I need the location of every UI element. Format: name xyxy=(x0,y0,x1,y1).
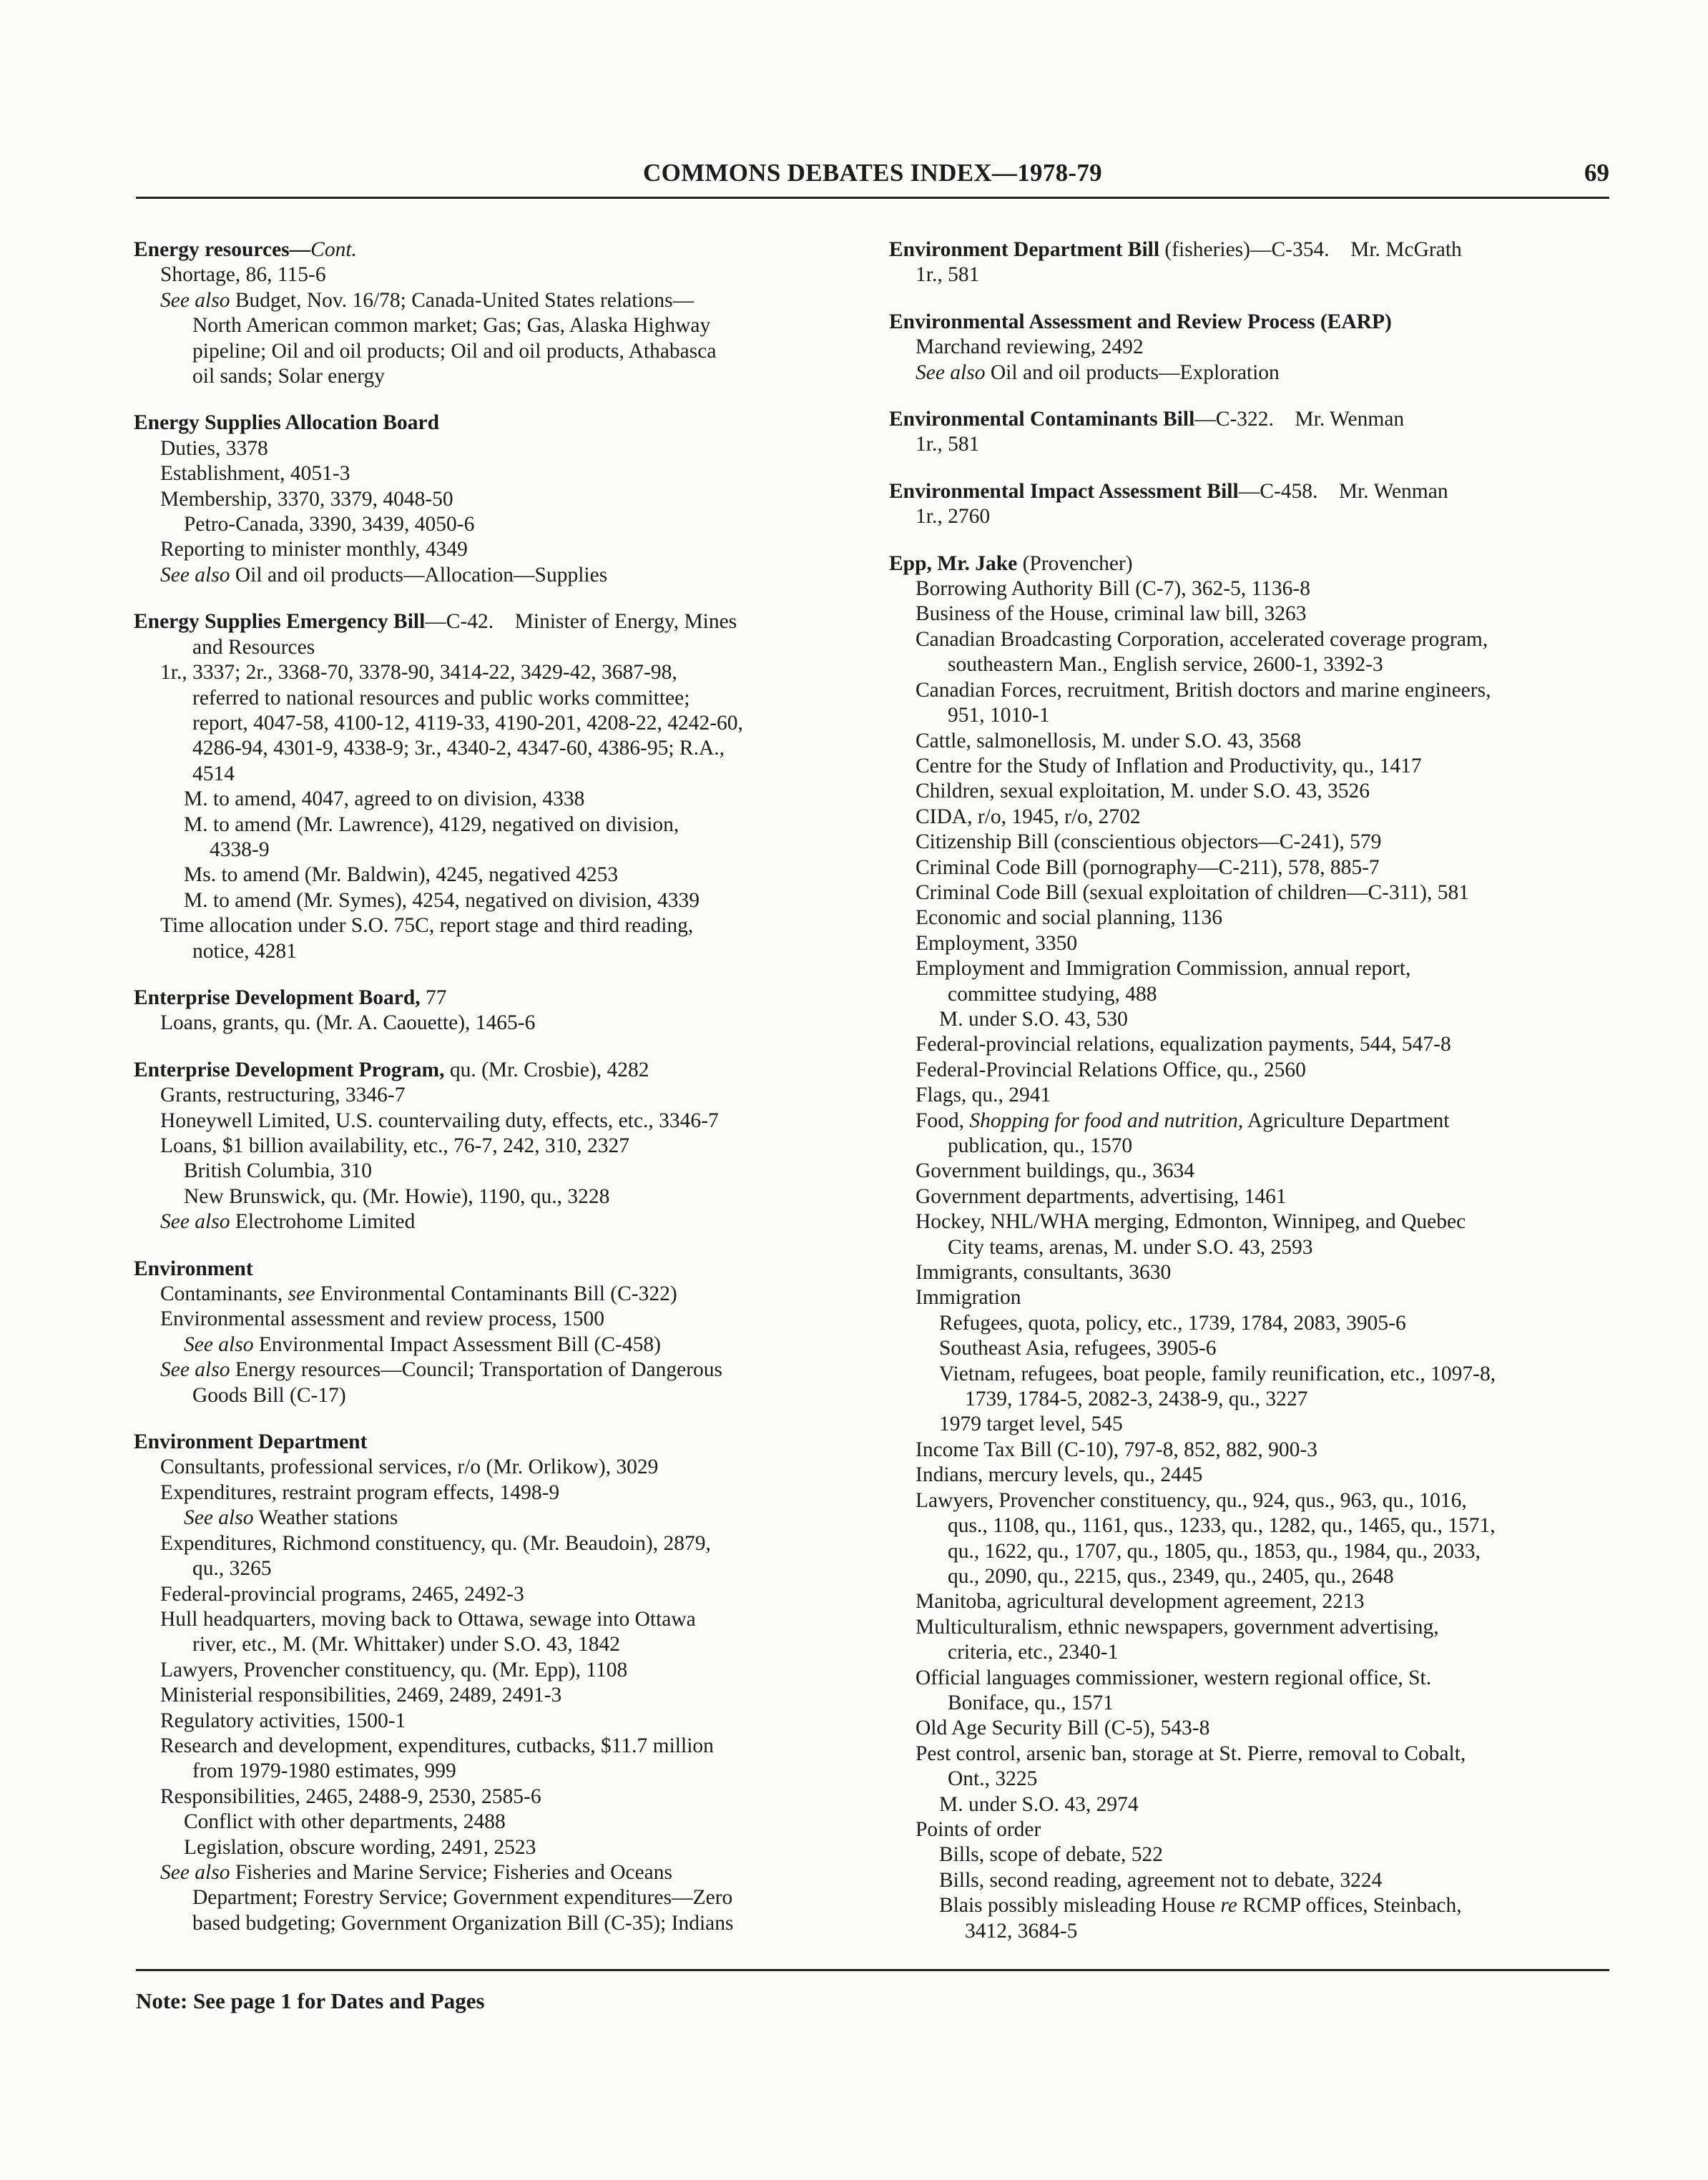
text-segment: Electrohome Limited xyxy=(230,1210,416,1234)
entry-subline xyxy=(134,1134,849,1159)
entry-subline xyxy=(134,888,849,913)
entry-subline xyxy=(134,1709,849,1734)
entry-subline xyxy=(889,335,1611,360)
footer-rule xyxy=(136,1969,1609,1971)
text-segment: Fisheries and Marine Service; Fisheries and Oceans xyxy=(230,1860,673,1884)
entry-subline xyxy=(134,1784,849,1810)
entry-heading xyxy=(889,310,1611,335)
entry-subline xyxy=(134,1556,849,1581)
entry-subline xyxy=(889,779,1611,804)
entry-subline xyxy=(134,686,849,711)
entry-subline xyxy=(889,1640,1611,1665)
text-segment: —C-322. Mr. Wenman xyxy=(1194,408,1405,431)
text-segment: Environmental Contaminants Bill xyxy=(889,408,1195,431)
text-segment: Children, sexual exploitation, M. under S.O. 43, 3526 xyxy=(916,780,1370,803)
entry-subline xyxy=(889,830,1611,855)
entry-subline xyxy=(889,432,1611,457)
entry-subline xyxy=(134,1307,849,1332)
entry-subline xyxy=(134,339,849,364)
text-segment: Official languages commissioner, western regional office, St. xyxy=(916,1666,1432,1689)
entry-subline xyxy=(134,1885,849,1910)
entry-subline xyxy=(889,1463,1611,1488)
entry-subline xyxy=(134,1357,849,1383)
entry-heading xyxy=(134,1257,849,1282)
index-entry xyxy=(134,237,849,389)
entry-subline xyxy=(134,787,849,812)
text-segment: Canadian Broadcasting Corporation, accelerated coverage program, xyxy=(916,627,1488,651)
entry-subline xyxy=(134,1332,849,1357)
index-entry xyxy=(889,237,1611,288)
index-entry xyxy=(889,310,1611,386)
entry-subline xyxy=(134,711,849,736)
text-segment: 951, 1010-1 xyxy=(948,704,1050,727)
entry-subline xyxy=(889,1513,1611,1538)
text-segment: notice, 4281 xyxy=(192,939,297,963)
entry-subline xyxy=(134,1184,849,1209)
text-segment: Environmental assessment and review process, 1500 xyxy=(160,1307,604,1331)
text-segment: qus., 1108, qu., 1161, qus., 1233, qu., 1282, qu., 1465, qu., 1571, xyxy=(948,1514,1496,1538)
text-segment: See also xyxy=(160,1210,230,1234)
text-segment: See also xyxy=(160,1860,230,1884)
entry-subline xyxy=(134,1109,849,1134)
page-header xyxy=(136,159,1609,202)
entry-subline xyxy=(889,1666,1611,1691)
entry-subline xyxy=(134,537,849,562)
text-segment: Shortage, 86, 115-6 xyxy=(160,263,326,287)
text-segment: M. to amend (Mr. Lawrence), 4129, negatived on division, xyxy=(184,812,679,836)
text-segment: Expenditures, Richmond constituency, qu. (Mr. Beaudoin), 2879, xyxy=(160,1531,711,1555)
entry-subline xyxy=(889,504,1611,529)
text-segment: M. to amend, 4047, agreed to on division, 4338 xyxy=(184,787,585,811)
text-segment: Conflict with other departments, 2488 xyxy=(184,1810,506,1834)
entry-subline xyxy=(134,1159,849,1184)
text-segment: Legislation, obscure wording, 2491, 2523 xyxy=(184,1835,536,1859)
text-segment: Duties, 3378 xyxy=(160,436,268,460)
entry-subline xyxy=(889,1438,1611,1463)
text-segment: See also xyxy=(160,563,230,586)
entry-subline xyxy=(134,1455,849,1480)
text-segment: Department; Forestry Service; Government expenditures—Zero xyxy=(192,1886,733,1910)
text-segment: Ministerial responsibilities, 2469, 2489, 2491-3 xyxy=(160,1684,562,1707)
text-segment: Petro-Canada, 3390, 3439, 4050-6 xyxy=(184,513,475,536)
entry-subline xyxy=(889,1842,1611,1867)
entry-subline xyxy=(889,1235,1611,1260)
text-segment: British Columbia, 310 xyxy=(184,1159,373,1183)
entry-subline xyxy=(134,1582,849,1607)
entry-subline xyxy=(134,736,849,761)
text-segment: Cont. xyxy=(310,238,357,261)
text-segment: oil sands; Solar energy xyxy=(192,365,386,388)
entry-subline xyxy=(889,754,1611,779)
text-segment: Flags, qu., 2941 xyxy=(916,1084,1051,1107)
text-segment: southeastern Man., English service, 2600-1, 3392-3 xyxy=(948,653,1383,677)
text-segment: Borrowing Authority Bill (C-7), 362-5, 1136-8 xyxy=(916,577,1311,601)
text-segment: report, 4047-58, 4100-12, 4119-33, 4190-201, 4208-22, 4242-60, xyxy=(192,711,743,735)
entry-subline xyxy=(134,1607,849,1632)
text-segment: Ms. to amend (Mr. Baldwin), 4245, negatived 4253 xyxy=(184,863,619,887)
entry-subline xyxy=(889,1488,1611,1513)
text-segment: RCMP offices, Steinbach, xyxy=(1237,1894,1462,1918)
text-segment: criteria, etc., 2340-1 xyxy=(948,1641,1119,1664)
text-segment: Loans, grants, qu. (Mr. A. Caouette), 1465-6 xyxy=(160,1011,536,1035)
text-segment: — xyxy=(289,238,311,261)
entry-subline xyxy=(889,703,1611,728)
text-segment: See also xyxy=(160,288,230,312)
index-entry xyxy=(889,479,1611,530)
entry-subline xyxy=(134,762,849,787)
text-segment: Federal-provincial relations, equalization payments, 544, 547-8 xyxy=(916,1033,1451,1056)
text-segment: Research and development, expenditures, cutbacks, $11.7 million xyxy=(160,1734,714,1757)
text-segment: Membership, 3370, 3379, 4048-50 xyxy=(160,487,453,511)
text-segment: 77 xyxy=(420,986,447,1009)
text-segment: Pest control, arsenic ban, storage at St. Pierre, removal to Cobalt, xyxy=(916,1742,1466,1765)
text-segment: Goods Bill (C-17) xyxy=(192,1383,346,1407)
entry-subline xyxy=(889,1083,1611,1108)
text-segment: Refugees, quota, policy, etc., 1739, 1784, 2083, 3905-6 xyxy=(939,1311,1406,1335)
index-entry xyxy=(889,551,1611,1944)
entry-subline xyxy=(889,1336,1611,1361)
text-segment: Time allocation under S.O. 75C, report stage and third reading, xyxy=(160,914,694,938)
text-segment: See also xyxy=(916,360,986,384)
text-segment: —C-42. Minister of Energy, Mines xyxy=(425,610,737,634)
text-segment: 1r., 2760 xyxy=(916,505,991,529)
entry-subline xyxy=(134,812,849,838)
text-segment: See also xyxy=(184,1332,254,1356)
text-segment: qu., 2090, qu., 2215, qus., 2349, qu., 2405, qu., 2648 xyxy=(948,1564,1394,1588)
entry-subline xyxy=(889,1134,1611,1159)
entry-subline xyxy=(889,1767,1611,1792)
text-segment: committee studying, 488 xyxy=(948,982,1157,1006)
text-segment: Employment and Immigration Commission, annual report, xyxy=(916,957,1411,981)
entry-subline xyxy=(889,956,1611,981)
entry-subline xyxy=(134,1209,849,1234)
text-segment: Energy Supplies Allocation Board xyxy=(134,411,440,435)
entry-subline xyxy=(889,602,1611,627)
index-entry xyxy=(134,1257,849,1408)
text-segment: 3412, 3684-5 xyxy=(965,1919,1078,1943)
text-segment: Hull headquarters, moving back to Ottawa, sewage into Ottawa xyxy=(160,1607,696,1631)
text-segment: Oil and oil products—Allocation—Supplies xyxy=(230,563,608,586)
text-segment: Energy resources xyxy=(134,238,290,261)
entry-subline xyxy=(889,1868,1611,1893)
entry-subline xyxy=(889,1893,1611,1918)
text-segment: Food, xyxy=(916,1109,970,1132)
text-segment: Enterprise Development Board, xyxy=(134,986,421,1009)
entry-subline xyxy=(889,905,1611,931)
text-segment: 4286-94, 4301-9, 4338-9; 3r., 4340-2, 4347-60, 4386-95; R.A., xyxy=(192,737,725,760)
text-segment: Citizenship Bill (conscientious objectors—C-241), 579 xyxy=(916,830,1382,854)
entry-subline xyxy=(889,1589,1611,1614)
text-segment: Multiculturalism, ethnic newspapers, government advertising, xyxy=(916,1615,1439,1639)
entry-subline xyxy=(889,576,1611,602)
text-segment: Expenditures, restraint program effects, 1498-9 xyxy=(160,1481,560,1504)
text-segment: Economic and social planning, 1136 xyxy=(916,906,1223,930)
text-segment: Centre for the Study of Inflation and Productivity, qu., 1417 xyxy=(916,754,1422,777)
text-segment: Manitoba, agricultural development agreement, 2213 xyxy=(916,1590,1365,1614)
text-segment: Environment Department xyxy=(134,1430,368,1454)
text-segment: 1739, 1784-5, 2082-3, 2438-9, qu., 3227 xyxy=(965,1388,1308,1411)
text-segment: Old Age Security Bill (C-5), 543-8 xyxy=(916,1717,1210,1740)
text-segment: qu. (Mr. Crosbie), 4282 xyxy=(444,1058,649,1081)
entry-heading xyxy=(889,237,1611,262)
entry-subline xyxy=(134,487,849,512)
index-entry xyxy=(134,1430,849,1936)
entry-subline xyxy=(889,1539,1611,1564)
entry-subline xyxy=(889,1058,1611,1083)
text-segment: Environmental Contaminants Bill (C-322) xyxy=(315,1282,677,1306)
entry-heading xyxy=(134,411,849,436)
entry-subline xyxy=(889,805,1611,830)
text-segment: Consultants, professional services, r/o (Mr. Orlikow), 3029 xyxy=(160,1455,659,1479)
text-segment: river, etc., M. (Mr. Whittaker) under S.O. 43, 1842 xyxy=(192,1633,620,1656)
entry-subline xyxy=(889,1032,1611,1057)
text-segment: M. under S.O. 43, 530 xyxy=(939,1007,1128,1031)
entry-subline xyxy=(134,838,849,863)
entry-subline xyxy=(134,313,849,338)
text-segment: See also xyxy=(160,1358,230,1382)
text-segment: qu., 1622, qu., 1707, qu., 1805, qu., 1853, qu., 1984, qu., 2033, xyxy=(948,1539,1481,1563)
entry-subline xyxy=(134,635,849,660)
page-title: COMMONS DEBATES INDEX—1978-79 xyxy=(643,159,1102,187)
entry-subline xyxy=(134,913,849,938)
entry-subline xyxy=(889,1209,1611,1234)
entry-subline xyxy=(889,1285,1611,1310)
text-segment: Canadian Forces, recruitment, British doctors and marine engineers, xyxy=(916,678,1491,702)
entry-subline xyxy=(134,1282,849,1307)
entry-subline xyxy=(134,1481,849,1506)
text-segment: Criminal Code Bill (pornography—C-211), 578, 885-7 xyxy=(916,855,1380,879)
entry-subline xyxy=(889,360,1611,386)
text-segment: publication, qu., 1570 xyxy=(948,1134,1133,1157)
entry-subline xyxy=(889,855,1611,880)
text-segment: North American common market; Gas; Gas, Alaska Highway xyxy=(192,314,711,338)
text-segment: Oil and oil products—Exploration xyxy=(985,360,1280,384)
entry-subline xyxy=(134,1632,849,1657)
entry-subline xyxy=(134,1083,849,1108)
text-segment: (fisheries)—C-354. Mr. McGrath xyxy=(1159,238,1462,261)
index-entry xyxy=(134,609,849,964)
text-segment: Honeywell Limited, U.S. countervailing duty, effects, etc., 3346-7 xyxy=(160,1109,719,1132)
entry-subline xyxy=(889,1716,1611,1741)
entry-subline xyxy=(889,1615,1611,1640)
text-segment: Vietnam, refugees, boat people, family reunification, etc., 1097-8, xyxy=(939,1362,1496,1385)
text-segment: Employment, 3350 xyxy=(916,931,1078,955)
entry-subline xyxy=(134,1658,849,1683)
text-segment: Blais possibly misleading House xyxy=(939,1894,1221,1918)
text-segment: New Brunswick, qu. (Mr. Howie), 1190, qu., 3228 xyxy=(184,1184,610,1208)
text-segment: 4338-9 xyxy=(210,838,270,861)
entry-subline xyxy=(134,461,849,486)
text-segment: Federal-provincial programs, 2465, 2492-3 xyxy=(160,1582,524,1606)
left-column xyxy=(134,237,849,1958)
entry-heading xyxy=(134,237,849,262)
text-segment: Cattle, salmonellosis, M. under S.O. 43, 3568 xyxy=(916,729,1302,752)
entry-subline xyxy=(889,982,1611,1007)
entry-subline xyxy=(889,262,1611,288)
text-segment: Enterprise Development Program, xyxy=(134,1058,445,1081)
entry-subline xyxy=(134,288,849,313)
text-segment: M. to amend (Mr. Symes), 4254, negatived on division, 4339 xyxy=(184,888,700,912)
text-segment: Reporting to minister monthly, 4349 xyxy=(160,538,468,561)
text-segment: Regulatory activities, 1500-1 xyxy=(160,1709,406,1732)
text-segment: Hockey, NHL/WHA merging, Edmonton, Winnipeg, and Quebec xyxy=(916,1210,1466,1234)
entry-heading xyxy=(889,479,1611,504)
text-segment: referred to national resources and public works committee; xyxy=(192,686,690,710)
entry-subline xyxy=(134,1860,849,1885)
text-segment: 1r., 3337; 2r., 3368-70, 3378-90, 3414-22, 3429-42, 3687-98, xyxy=(160,661,677,684)
entry-subline xyxy=(889,1792,1611,1817)
entry-heading xyxy=(134,986,849,1011)
text-segment: Lawyers, Provencher constituency, qu. (Mr. Epp), 1108 xyxy=(160,1658,628,1681)
entry-subline xyxy=(889,1007,1611,1032)
entry-subline xyxy=(134,1531,849,1556)
entry-subline xyxy=(889,729,1611,754)
entry-subline xyxy=(889,1817,1611,1842)
text-segment: See also xyxy=(184,1506,254,1530)
entry-subline xyxy=(134,436,849,461)
text-segment: Epp, Mr. Jake xyxy=(889,551,1018,575)
entry-subline xyxy=(134,1810,849,1835)
text-segment: re xyxy=(1220,1894,1237,1918)
entry-subline xyxy=(889,1564,1611,1589)
text-segment: CIDA, r/o, 1945, r/o, 2702 xyxy=(916,805,1141,828)
text-segment: based budgeting; Government Organization Bill (C-35); Indians xyxy=(192,1911,734,1935)
text-segment: Environmental Impact Assessment Bill xyxy=(889,479,1239,503)
text-segment: Lawyers, Provencher constituency, qu., 924, qus., 963, qu., 1016, xyxy=(916,1488,1467,1512)
entry-subline xyxy=(889,1260,1611,1285)
entry-subline xyxy=(889,678,1611,703)
text-segment: Environment Department Bill xyxy=(889,238,1160,261)
entry-subline xyxy=(134,939,849,964)
text-segment: Criminal Code Bill (sexual exploitation of children—C-311), 581 xyxy=(916,880,1469,904)
text-segment: Shopping for food and nutrition, xyxy=(969,1109,1244,1132)
entry-subline xyxy=(134,1383,849,1408)
entry-subline xyxy=(889,1159,1611,1184)
text-segment: Weather stations xyxy=(253,1506,398,1530)
text-segment: see xyxy=(288,1282,315,1306)
text-segment: Business of the House, criminal law bill, 3263 xyxy=(916,602,1307,626)
page-number: 69 xyxy=(1584,159,1609,187)
text-segment: Grants, restructuring, 3346-7 xyxy=(160,1084,406,1107)
entry-subline xyxy=(134,1759,849,1784)
text-segment: Environment xyxy=(134,1257,253,1280)
entry-subline xyxy=(134,1911,849,1936)
entry-subline xyxy=(889,1691,1611,1716)
text-segment: Loans, $1 billion availability, etc., 76-7, 242, 310, 2327 xyxy=(160,1134,630,1157)
text-segment: Energy Supplies Emergency Bill xyxy=(134,610,426,634)
entry-heading xyxy=(134,1058,849,1083)
text-segment: Ont., 3225 xyxy=(948,1767,1038,1791)
text-segment: 4514 xyxy=(192,762,235,785)
entry-subline xyxy=(134,1734,849,1759)
entry-subline xyxy=(889,1742,1611,1767)
text-segment: City teams, arenas, M. under S.O. 43, 2593 xyxy=(948,1235,1313,1259)
entry-subline xyxy=(889,1311,1611,1336)
entry-subline xyxy=(134,262,849,288)
entry-subline xyxy=(134,364,849,389)
entry-subline xyxy=(134,512,849,537)
entry-subline xyxy=(134,1506,849,1531)
text-segment: Government departments, advertising, 1461 xyxy=(916,1184,1287,1208)
entry-subline xyxy=(134,1683,849,1708)
entry-heading xyxy=(134,1430,849,1455)
text-segment: —C-458. Mr. Wenman xyxy=(1238,479,1448,503)
text-segment: Marchand reviewing, 2492 xyxy=(916,335,1144,359)
text-segment: Immigrants, consultants, 3630 xyxy=(916,1261,1172,1285)
entry-subline xyxy=(889,1184,1611,1209)
index-entry xyxy=(889,407,1611,458)
header-rule xyxy=(136,197,1609,199)
text-segment: 1979 target level, 545 xyxy=(939,1413,1123,1436)
entry-subline xyxy=(889,1109,1611,1134)
text-segment: (Provencher) xyxy=(1017,551,1133,575)
entry-subline xyxy=(889,931,1611,956)
text-segment: Bills, second reading, agreement not to debate, 3224 xyxy=(939,1868,1383,1892)
text-segment: Boniface, qu., 1571 xyxy=(948,1691,1114,1714)
entry-heading xyxy=(889,551,1611,576)
entry-subline xyxy=(134,1835,849,1860)
text-segment: Indians, mercury levels, qu., 2445 xyxy=(916,1463,1203,1487)
entry-subline xyxy=(134,1011,849,1036)
text-segment: Federal-Provincial Relations Office, qu., 2560 xyxy=(916,1058,1306,1081)
entry-subline xyxy=(889,1387,1611,1412)
text-segment: Income Tax Bill (C-10), 797-8, 852, 882, 900-3 xyxy=(916,1438,1317,1461)
index-entry xyxy=(134,1058,849,1235)
index-entry xyxy=(134,986,849,1036)
entry-subline xyxy=(889,880,1611,905)
entry-subline xyxy=(889,627,1611,652)
entry-heading xyxy=(134,609,849,634)
text-segment: Government buildings, qu., 3634 xyxy=(916,1159,1195,1183)
text-segment: from 1979-1980 estimates, 999 xyxy=(192,1759,456,1783)
text-segment: Contaminants, xyxy=(160,1282,288,1306)
text-segment: Establishment, 4051-3 xyxy=(160,462,350,486)
text-segment: Bills, scope of debate, 522 xyxy=(939,1843,1163,1867)
entry-heading xyxy=(889,407,1611,432)
entry-subline xyxy=(134,563,849,588)
text-segment: M. under S.O. 43, 2974 xyxy=(939,1792,1139,1816)
text-segment: Agriculture Department xyxy=(1243,1109,1450,1132)
entry-subline xyxy=(134,863,849,888)
text-segment: Responsibilities, 2465, 2488-9, 2530, 2585-6 xyxy=(160,1784,541,1808)
text-segment: Immigration xyxy=(916,1286,1021,1310)
index-entry xyxy=(134,411,849,588)
text-segment: pipeline; Oil and oil products; Oil and oil products, Athabasca xyxy=(192,339,717,363)
text-segment: Budget, Nov. 16/78; Canada-United States relations— xyxy=(230,288,695,312)
text-segment: 1r., 581 xyxy=(916,433,980,456)
entry-subline xyxy=(889,652,1611,677)
text-segment: Southeast Asia, refugees, 3905-6 xyxy=(939,1337,1217,1360)
text-segment: Points of order xyxy=(916,1817,1041,1841)
entry-subline xyxy=(889,1412,1611,1437)
text-segment: 1r., 581 xyxy=(916,263,980,287)
footer-note: Note: See page 1 for Dates and Pages xyxy=(136,1988,485,2013)
text-segment: Environmental Impact Assessment Bill (C-458) xyxy=(253,1332,661,1356)
text-segment: Environmental Assessment and Review Process (EARP) xyxy=(889,310,1392,333)
entry-subline xyxy=(134,660,849,685)
entry-subline xyxy=(889,1362,1611,1387)
text-segment: qu., 3265 xyxy=(192,1557,272,1581)
text-segment: and Resources xyxy=(192,635,315,659)
text-segment: Energy resources—Council; Transportation of Dangerous xyxy=(230,1358,722,1382)
right-column xyxy=(889,237,1611,1965)
entry-subline xyxy=(889,1919,1611,1944)
